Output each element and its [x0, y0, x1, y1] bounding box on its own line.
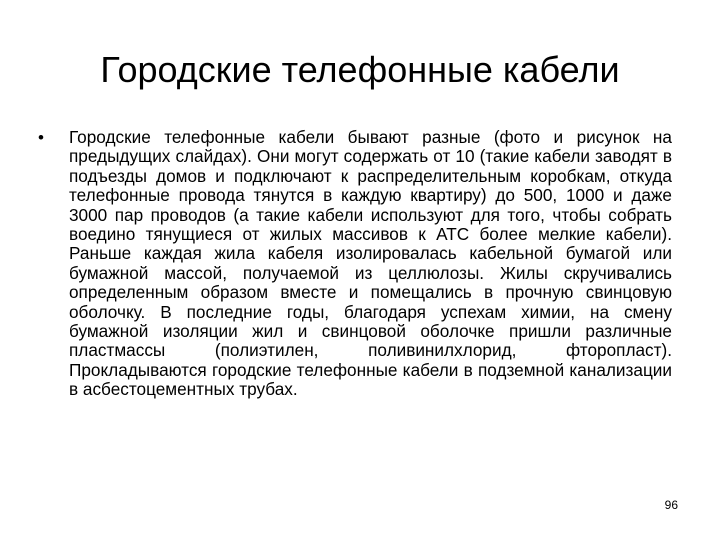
bullet-list	[38, 128, 672, 400]
slide-title: Городские телефонные кабели	[100, 49, 620, 90]
page-number: 96	[664, 498, 678, 512]
bullet-icon: •	[38, 128, 44, 147]
bullet-item	[38, 128, 672, 400]
bullet-text: Городские телефонные кабели бывают разные (фото и рисунок на предыдущих слайдах). Они могут содержать от 10 (такие кабели заводят в подъезды домов и подключают к распределительным коробкам, откуда телефонные провода тянутся в каждую квартиру) до 500, 1000 и даже 3000 пар проводов (а такие кабели используют для того, чтобы собрать воедино тянущиеся от жилых массивов к АТС более мелкие кабели). Раньше каждая жила кабеля изолировалась кабельной бумагой или бумажной массой, получаемой из целлюлозы. Жилы скручивались определенным образом вместе и помещались в прочную свинцовую оболочку. В последние годы, благодаря успехам химии, на смену бумажной изоляции жил и свинцовой оболочке пришли различные пластмассы (полиэтилен, поливинилхлорид, фторопласт). Прокладываются городские телефонные кабели в подземной канализации в асбестоцементных трубах.	[69, 127, 672, 400]
